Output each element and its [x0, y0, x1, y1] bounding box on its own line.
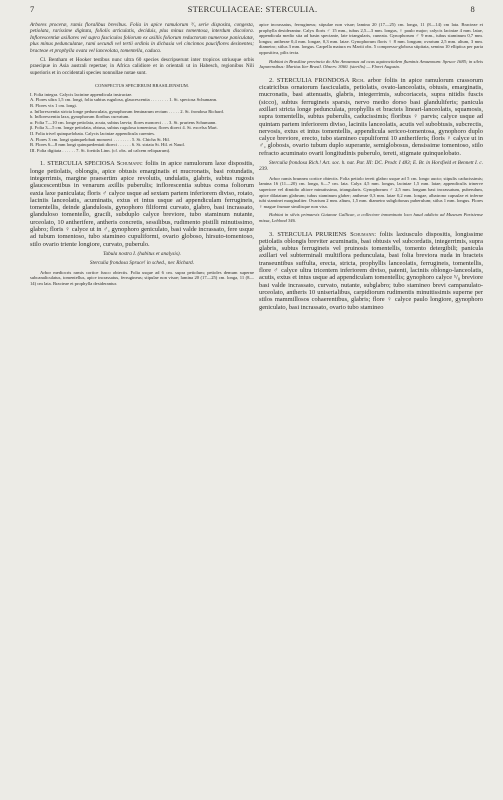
key-line: B. Flores 6—8 mm longi quinquedentati dioeci . . . . . . 6. St. striata St. Hil. et Naud. — [30, 142, 185, 148]
species-3-author: Schumann: — [350, 230, 377, 238]
synonym-line: Sterculia frondosa Spruce! in sched., nec Richard. — [89, 260, 195, 267]
key-line: A. Flores ultra 1,5 cm. longi, folia subtus rugulosa, glaucescentia . . . . . . . . 1. St. speciosa Schumann. — [30, 97, 218, 103]
running-title: STERCULIACEAE: STERCULIA. — [187, 4, 318, 14]
running-header — [30, 4, 475, 18]
species-1-author: Schumann: — [116, 160, 143, 168]
key-line: β. Folia 3—5 cm. longe petiolata, obtusa, subtus rugulosa tomentosa; flores dioeci 4. St. excelsa Mart. — [30, 125, 218, 131]
species-3-entry — [259, 231, 483, 311]
species-1-entry — [30, 160, 254, 248]
species-2-diagnosis: arbor foliis in apice ramulorum crassorum cicatricibus ornatorum fasciculatis, petiolatis, ovato-lanceolatis, obtusis, emarginatis, mucronatis, basi attenuatis, glabris, integerrimis, subcoriaceis, supra nitidis fuscis (sicco), subtus ferrugineis sparsis, nervo medio dorso basi glanduliferis; panicula axillari stricta longe pedunculata, prophyllis et bracteis lineari-lanceolatis, squamosis, supra tomentellis, subtus puberulis, caducissimis; floribus ♀ parvis; calyce usque ad quintam partem inferiorem diviso, laciniis lanceolatis, acutis vel subobtusis, subcrectis, nervosis, extus et intus tomentellis, appendicula sericeo-tomentosa, gynophoro duplo calyce breviore, erecto, tubo stamineo cupuliformi 10 antheriferis; floris ♀ calyce ut in ♂, globosis, ovario tubum duplo superante, semiglobosus, densissime tomentoso, stilo refracto acuminato ovarii longitudinis puberulo, tereti, stigmate quinquelobato. — [259, 76, 483, 157]
key-line: b. Inflorescentia laxa, gynophorum floribus curvatum. — [30, 114, 130, 120]
key-line: B. Flores vix 1 cm. longi. — [30, 103, 77, 109]
key-line: III. Folia digitata . . . . . . 7. St. foetida Linn. (cf. obs. ad calcem reliquarum). — [30, 147, 171, 153]
species-3-diagnosis: foliis laxiusculo dispositis, longissime petiolatis oblongis breviter acuminatis, basi obtusis vel subcordatis, integerrimis, supra glabris, subtus ferrugineis vel pruinosis tomentellis, tomento detergibili; panicula axillari vel subterminali multiflora pedunculata, basi folia breviora nuda in bracteis transeuntibus suffulta, erecta, stricta, prophyllis lanceolatis, ferrugineis, tomentellis, flore ♂ calyce ultra tricentem inferiorem diviso, patenti, laciniis oblongo-lanceolatis, acutis, extus et intus usque ad appendiculam tomentellis; gynophoro calyce ⁵/₈ breviore basi valde incrassato, curvato, nutante, subglabro; tubo stamineo brevi campanulato-urceolato, antheris 10 uniserialibus, carpidiorum rudimentis minuttissimis superne per stilos mammillosos cohaerentibus, glabris; flore ♀ calyce paulo longiore, gynophoro geniculato, basi incrassato, ovario tubo stamineo — [259, 230, 483, 311]
page-number-left: 7 — [30, 4, 35, 14]
page-number-right: 8 — [470, 4, 475, 14]
key-line: A. Flores 3 cm. longi quinquelobati monoeci . . . . . . . . 5. St. Chicha St. Hil. — [30, 136, 170, 142]
species-2-author: Rich. — [351, 76, 365, 84]
habitat-1: Habitat in Brasiliae provincia do Alto Amazonas ad ocas aquinoctialem fluminis Amazonum: Spruce 1685; in silvis Japurensibus: Martius Iter Brasil. Observ. 3060. (sterilis) — Floret Augusto. — [259, 58, 483, 70]
key-line: α. Folia 7—10 cm. longe petiolata, acuta, subtus laevia; flores monoeci . . . 3. St. pruriens Schumann. — [30, 119, 217, 125]
species-key — [30, 92, 254, 154]
genus-description: Arbores proceræ, ramis floralibus brevibus. Folia in apice ramulorum ³/₅ serie disposita, congesta, petiolata, rarissime digitata, foliolis articulatis, deciduis, plus minus tomentosa, interdum discolora. Inflorescentiæ axillares vel supra fasciculos foliorum ex axillis foliorum reductorum numerose paniculatæ, plus minus pedunculatae, rami secundi vel tertii ordinis in dichasia vel cincinnos pauciflores desinentes; bracteae et prophylla ovata vel lanceolata, tomentella, caduca. — [30, 22, 254, 54]
species-2-reference: Sterculia frondosa Rich.! Act. soc. h. nat. Par. III: DC. Prodr. I 483; E. Br. in Horsfield et Bennett I. c. 239. — [259, 160, 483, 173]
key-line: I. Folia integra. Calycis lacinine appendicula instructae. — [30, 91, 133, 97]
species-2-entry — [259, 77, 483, 157]
distribution-paragraph: Cl. Bentham et Hooker testibus nunc ultra 60 species descripserunt inter tropicos utriusque orbis praecipue in Asia australi repertae; in Africa calidiore et in orientali ut in Habesch, regionibus Nili superioris et in occidentali species nonnullae notae sunt. — [30, 57, 254, 76]
key-line: a. Inflorescentia stricta longe pedunculata, gynophorum feminarum rectum . . . . . 2. St. frondosa Richard. — [30, 108, 224, 114]
species-1-title: 1. STERCULIA SPECIOSA — [40, 160, 115, 168]
right-column — [259, 22, 483, 314]
left-column — [30, 22, 254, 290]
plate-note: Tabula nostra I. (habitus et analysis). — [103, 250, 181, 257]
habitat-2: Habitat in silvis primaevis Guianae Gallicae, a collectore innominato loco haud addicto ad Museum Parisiense missa, Leblond 346. — [259, 212, 483, 223]
description-continued: apice incrassatus, ferrugineus; stipulae non visae; lamina 20 (17—25) cm. longa, 11 (8—14) cm lata. Bracteae et prophylla desiderantur. Calyx floris ♂ 15 mm., tubus 2,5—3 mm. longus, ♀ paulo major; calycis laciniae 4 mm. latae, appendicula medio sita ad basin spectante, late triangularis, cuneata. Gynophorum ♂ 9 mm., tubus staminum 0,7 mm. longus; antherae 0,4 mm. longae, 0,3 mm. latae. Gynophorum floris ♀ 8 mm. longum; ovarium 2,5 mm. altum, 3 mm. diametro; stilus 3 mm. longus. Carpella matura ex Martii obs. 5 compresso-globosa stipitata, semina 10 elliptica per paria oppositiva, pilis tecta. — [259, 22, 483, 55]
conspectus-title: CONSPECTUS SPECIERUM BRASILIENSIUM. — [94, 83, 190, 89]
species-2-description: Arbor ramis brunnea cortice obtectis. Folia petiolo tereti glabro usque ad 5 cm. longo aucto; stipulis caducissimis; lamina 16 (11—20) cm. longa, 6—7 cm. lata. Calyx 4,5 mm. longus, laciniae 1,5 mm. latae; appendiculis trinerve superiore vel dimidio altiore minutissima, triangularis. Gynophorum ♂ 2,5 mm. longum basi incrassatum, puberulum, apice dilatatum glabrum; tubus staminum glaber; antherae 0,3 mm. latae 0,2 mm. longae, albatrono capsulae et inferne tubi staminei marginaliter. Ovarium 2 mm. altum, 1,5 mm. diametro subglobosus puberulum; stilus 1 mm. longus. Flores ♀ mague frumae similisque non visa. — [259, 175, 483, 209]
species-1-diagnosis: foliis in apice ramulorum laxe dispositis, longe petiolatis, oblongis, apice obtusis emarginatis et mucronatis, basi rotundatis, integerrimis, margine praesertim apice revolutis, undulatis, glabris, subtus rugosis glaucescentibus in venarum axillis puberulis; inflorescentia subtus coma foliorum eaxia laxe paniculata; floris ♂ calyce usque ad sextam partem inferiorem diviso, rotato, laciniis lanceolatis, acuminatis, extus et intus usque ad appendiculam ferrugineis, tomentellis, deinde glandulosis, gynophoro filiformi curvato, glabro, basi incrassato, glanduloso tomentello, gracili, subduplo calyce breviore, tubo staminum nutante, urceolato, 10 antherifere, antheris concretis, sessilibus, rudimento pistilli minutissimo, glabro; floris ♀ calyce ut in ♂, gynophoro geniculato, basi valde incrassato, fere usque ad tubum tomentoso, tubo stamineo cupuliformi, ovario globoso, hirsuto-tomentoso, stilo ovario triente longiore, curvato, puberulo. — [30, 160, 254, 248]
species-1-description: Arbor mediocris ramis cortice fusco obtectis. Folia usque ad 6 cm. supra petiolum; petioles demum superne subcanaliculatus, tomentellus, apice incrassatus, ferrugineus; stipulae non visae; lamina 20 (17—25) cm. longa, 11 (8—14) cm lata. Bracteae et prophylla desiderantur. — [30, 269, 254, 286]
species-2-title: 2. STERCULIA FRONDOSA — [269, 76, 349, 84]
species-3-title: 3. STERCULIA PRURIENS — [269, 230, 347, 238]
key-line: II. Folia trivel quinquelobata. Calycis laciniae appendicula carentes. — [30, 131, 156, 136]
